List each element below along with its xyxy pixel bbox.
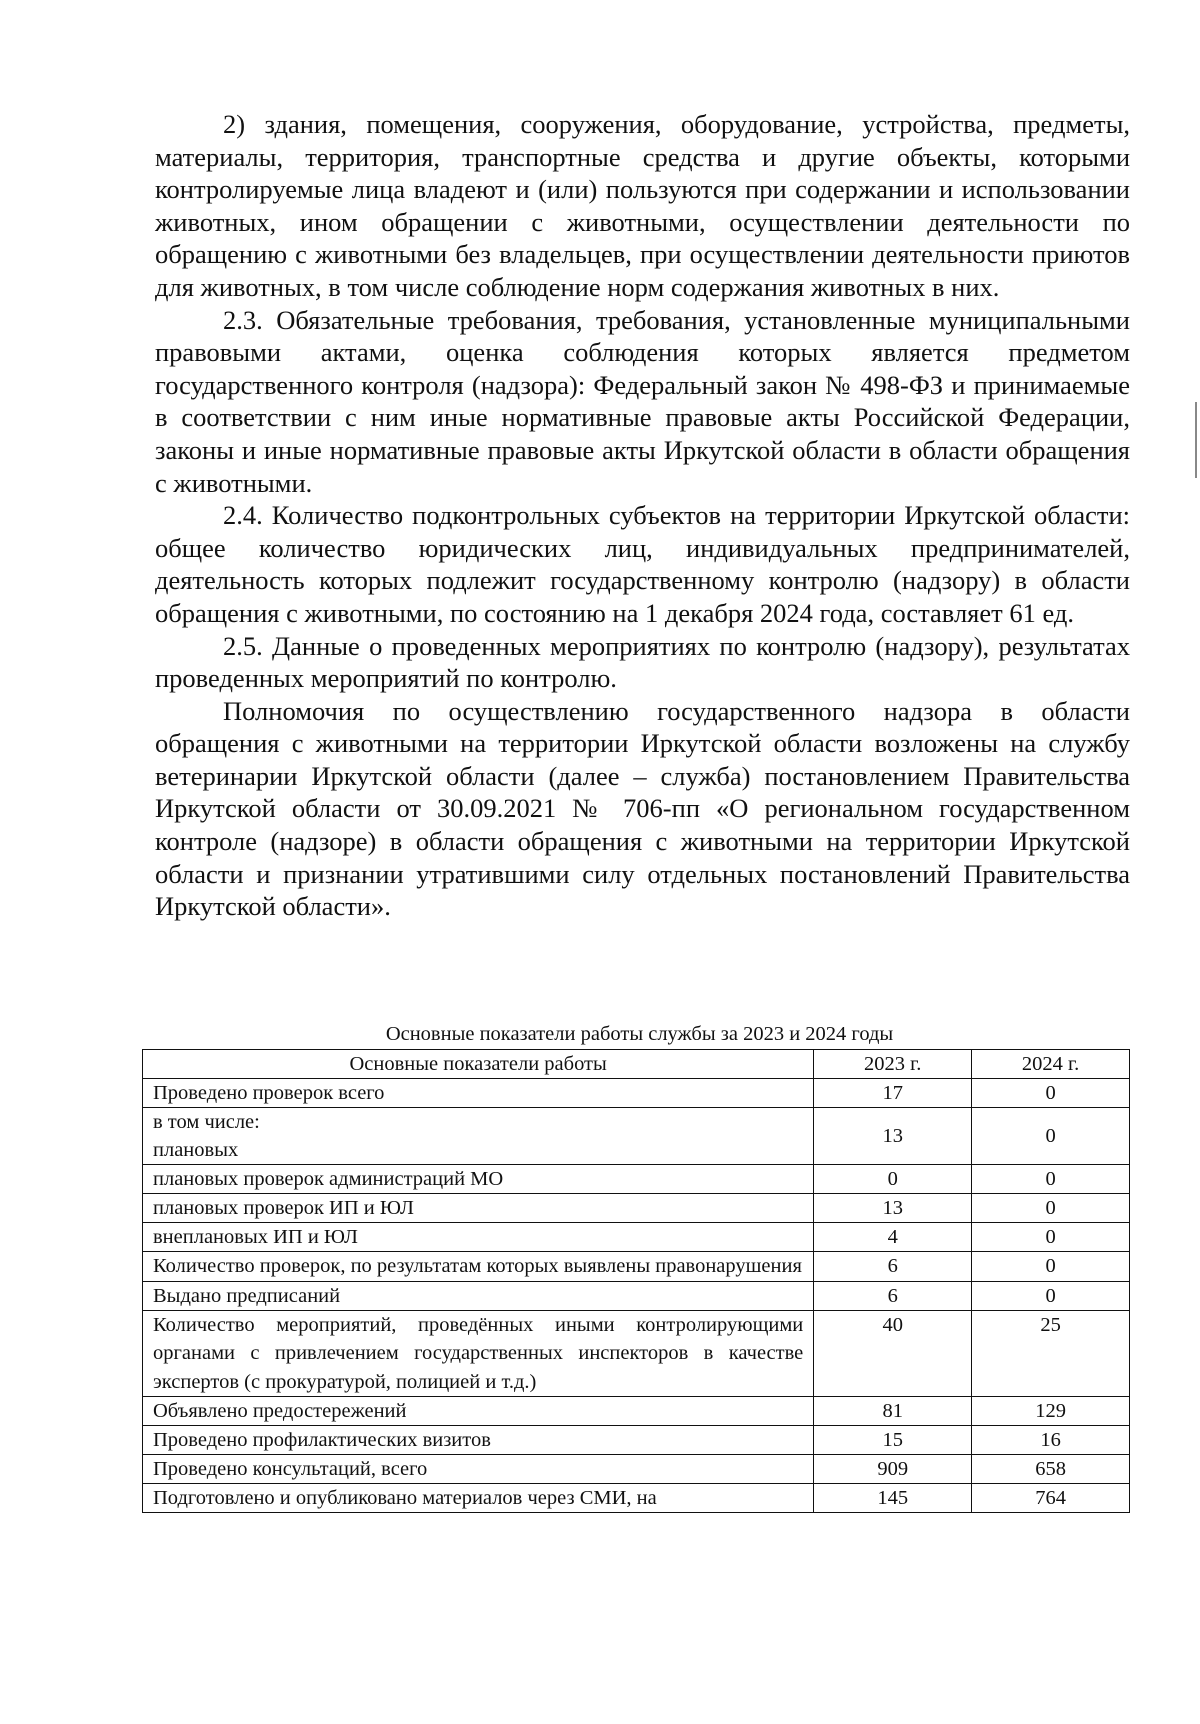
paragraph-section-2-3: 2.3. Обязательные требования, требования, установленные муниципальными правовыми актами, оценка соблюдения которых является предметом государственного контроля (надзора): Федеральный закон № 498-ФЗ и принимаемые в соответствии с ним иные нормативные правовые акты Российской Федерации, законы и иные нормативные правовые акты Иркутской области в области обращения с животными.: [155, 304, 1130, 498]
value-2023: 81: [814, 1397, 972, 1426]
row-label: Выдано предписаний: [143, 1281, 814, 1310]
paragraph-authority: Полномочия по осуществлению государственного надзора в области обращения с животными на территории Иркутской области возложены на службу ветеринарии Иркутской области (далее – служба) постановлением Правительства Иркутской области от 30.09.2021 № 706-пп «О региональном государственном контроле (надзоре) в области обращения с животными на территории Иркутской области и признании утратившими силу отдельных постановлений Правительства Иркутской области».: [155, 695, 1130, 922]
document-body: [155, 108, 1130, 923]
value-2023: 13: [814, 1194, 972, 1223]
value-2024: 0: [972, 1281, 1130, 1310]
table-row: [143, 1194, 1130, 1223]
paragraph-item-2: 2) здания, помещения, сооружения, оборудование, устройства, предметы, материалы, территория, транспортные средства и другие объекты, которыми контролируемые лица владеют и (или) пользуются при содержании и использовании животных, ином обращении с животными, осуществлении деятельности по обращению с животными без владельцев, при осуществлении деятельности приютов для животных, в том числе соблюдение норм содержания животных в них.: [155, 109, 1130, 302]
row-label: Проведено консультаций, всего: [143, 1455, 814, 1484]
table-row: [143, 1079, 1130, 1108]
value-2024: 764: [972, 1484, 1130, 1513]
value-2024: 0: [972, 1194, 1130, 1223]
table-row: [143, 1455, 1130, 1484]
paragraph-section-2-5: 2.5. Данные о проведенных мероприятиях по контролю (надзору), результатах проведенных мероприятий по контролю.: [155, 630, 1130, 694]
value-2024: 16: [972, 1426, 1130, 1455]
value-2023: 15: [814, 1426, 972, 1455]
paragraph-section-2-4: 2.4. Количество подконтрольных субъектов на территории Иркутской области: общее количество юридических лиц, индивидуальных предпринимателей, деятельность которых подлежит государственному контролю (надзору) в области обращения с животными, по состоянию на 1 декабря 2024 года, составляет 61 ед.: [155, 500, 1130, 628]
value-2023: 6: [814, 1281, 972, 1310]
table-row: [143, 1165, 1130, 1194]
value-2024: 0: [972, 1223, 1130, 1252]
stats-table: [142, 1049, 1130, 1513]
scan-edge-mark: [1195, 402, 1197, 478]
row-label: внеплановых ИП и ЮЛ: [143, 1223, 814, 1252]
table-caption: Основные показатели работы службы за 2023 и 2024 годы: [385, 1023, 894, 1045]
row-label: Проведено проверок всего: [143, 1079, 814, 1108]
row-label: плановых проверок администраций МО: [143, 1165, 814, 1194]
row-label: Количество мероприятий, проведённых иными контролирующими органами с привлечением государственных инспекторов в качестве экспертов (с прокуратурой, полицией и т.д.): [143, 1310, 814, 1397]
row-label: Количество проверок, по результатам которых выявлены правонарушения: [143, 1252, 814, 1282]
value-2023: 17: [814, 1079, 972, 1108]
table-row: [143, 1397, 1130, 1426]
row-label: Подготовлено и опубликовано материалов через СМИ, на: [143, 1484, 814, 1513]
value-2023: 40: [814, 1310, 972, 1397]
row-label: Проведено профилактических визитов: [143, 1426, 814, 1455]
value-2024: 0: [972, 1079, 1130, 1108]
value-2024: 0: [972, 1108, 1130, 1165]
table-row: [143, 1108, 1130, 1165]
value-2023: 6: [814, 1252, 972, 1282]
header-2023: 2023 г.: [814, 1050, 972, 1079]
value-2023: 0: [814, 1165, 972, 1194]
table-row: [143, 1426, 1130, 1455]
value-2024: 0: [972, 1165, 1130, 1194]
table-row: [143, 1310, 1130, 1397]
table-row: [143, 1252, 1130, 1282]
value-2023: 909: [814, 1455, 972, 1484]
value-2024: 129: [972, 1397, 1130, 1426]
header-indicator: Основные показатели работы: [143, 1050, 814, 1079]
value-2024: 658: [972, 1455, 1130, 1484]
row-label: плановых проверок ИП и ЮЛ: [143, 1194, 814, 1223]
value-2023: 4: [814, 1223, 972, 1252]
table-header-row: [143, 1050, 1130, 1079]
row-label: Объявлено предостережений: [143, 1397, 814, 1426]
value-2024: 0: [972, 1252, 1130, 1282]
row-label-line: плановых: [153, 1139, 239, 1161]
table-row: [143, 1223, 1130, 1252]
value-2024: 25: [972, 1310, 1130, 1397]
row-label: [143, 1108, 814, 1165]
value-2023: 13: [814, 1108, 972, 1165]
value-2023: 145: [814, 1484, 972, 1513]
row-label-line: в том числе:: [153, 1111, 260, 1133]
table-row: [143, 1484, 1130, 1513]
table-row: [143, 1281, 1130, 1310]
header-2024: 2024 г.: [972, 1050, 1130, 1079]
